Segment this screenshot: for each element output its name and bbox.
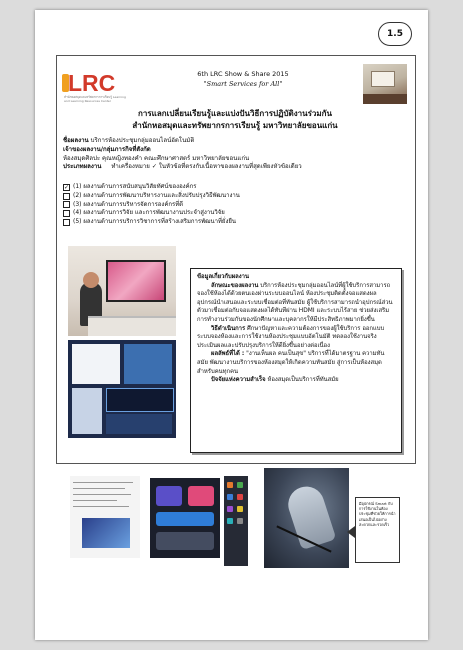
checkbox-icon[interactable]	[63, 210, 70, 217]
paragraph-text: ศึกษาปัญหาและความต้องการของผู้ใช้บริการ ออกแบบระบบจองห้องและการใช้งานห้องประชุมแบบอัตโนมัติ ทดลองใช้งานจริง ประเมินผลและปรับปรุงบริการให้ดียิ่งขึ้นอย่างต่อเนื่อง	[197, 325, 385, 349]
checkbox-icon[interactable]	[63, 219, 70, 226]
collage-tile	[106, 388, 174, 412]
details-paragraph-4	[197, 376, 395, 385]
screen-image-shape	[82, 518, 130, 548]
details-paragraph-2	[197, 325, 395, 351]
phone-screen-thumbnail	[224, 476, 248, 566]
app-screen-thumbnail	[150, 478, 220, 558]
callout-note: มีอุปกรณ์ Smart กับการใช้งานในห้องประชุมที่ช่วยให้การนำเสนอเป็นไปอย่างสะดวกและรวดเร็ว	[355, 497, 400, 563]
work-name-label: ชื่อผลงาน	[63, 137, 89, 144]
event-heading	[168, 69, 318, 89]
work-name-row	[63, 137, 408, 146]
app-tile-shape	[156, 532, 214, 550]
checklist-item[interactable]	[63, 183, 363, 192]
logo-text: LRC	[68, 70, 116, 96]
app-icon	[237, 518, 243, 524]
lrc-logo	[62, 70, 132, 106]
event-theme: "Smart Services for All"	[203, 80, 283, 88]
document-title	[60, 108, 410, 132]
collage-tile	[72, 388, 102, 434]
paragraph-text: บริการห้องประชุมกลุ่มออนไลน์ที่ผู้ใช้บริการสามารถจองใช้ห้องได้ด้วยตนเองผ่านระบบออนไลน์ ห้องประชุมติดตั้งจอแสดงผลอุปกรณ์นำเสนอและระบบเชื่อมต่อที่ทันสมัย ผู้ใช้บริการสามารถนำอุปกรณ์ส่วนตัวมาเชื่อมต่อกับจอแสดงผลได้ทันทีผ่าน HDMI และระบบไร้สาย ช่วยส่งเสริมการทำงานร่วมกันของนักศึกษาและบุคลากรให้มีประสิทธิภาพมากยิ่งขึ้น	[197, 282, 393, 323]
display-screen-shape	[106, 260, 166, 302]
checklist-label: (4) ผลงานด้านการวิจัย และการพัฒนางานประจำสู่งานวิจัย	[73, 209, 225, 217]
room-floor-shape	[363, 94, 407, 104]
app-tile-shape	[156, 512, 214, 526]
person-head-shape	[83, 272, 99, 288]
paragraph-label: ผลลัพธ์ที่ได้ :	[211, 351, 245, 358]
details-paragraph-3	[197, 350, 395, 376]
checklist-item[interactable]	[63, 192, 363, 201]
owner-value: ห้องสมุดศิลปะ คุณหญิงทองคำ คณะศึกษาศาสตร์ มหาวิทยาลัยขอนแก่น	[63, 154, 250, 162]
checklist-label: (5) ผลงานด้านการบริการวิชาการที่สร้างเสริมการพัฒนาที่ยั่งยืน	[73, 218, 236, 226]
app-icon	[227, 506, 233, 512]
callout-arrow-icon	[347, 526, 355, 538]
devices-collage	[68, 340, 176, 438]
details-heading: ข้อมูลเกี่ยวกับผลงาน	[197, 274, 249, 280]
collage-tile	[124, 344, 172, 384]
app-icon	[237, 494, 243, 500]
details-paragraph-1	[197, 282, 395, 325]
checklist-item[interactable]	[63, 201, 363, 210]
work-info	[63, 137, 408, 172]
app-icon	[227, 518, 233, 524]
paragraph-label: ปัจจัยแห่งความสำเร็จ	[211, 377, 266, 384]
app-tile-shape	[188, 486, 214, 506]
device-photo	[264, 468, 349, 568]
collage-tile	[106, 414, 172, 434]
paragraph-text: ห้องสมุดเป็นบริการที่ทันสมัย	[267, 377, 339, 384]
owner-label: เจ้าของผลงาน/กลุ่มภารกิจที่สังกัด	[63, 145, 151, 153]
event-name: 6th LRC Show & Share 2015	[197, 70, 289, 78]
text-line-shape	[73, 500, 117, 501]
type-row	[63, 163, 408, 172]
paragraph-text: "งานเห็นผล คนเป็นสุข" บริการที่ได้มาตรฐาน ความทันสมัย พัฒนางานบริการของห้องสมุดให้เกิดความทันสมัย สู่การเป็นห้องสมุดสำหรับคนทุกคน	[197, 351, 385, 375]
app-icon	[237, 506, 243, 512]
checkbox-icon[interactable]	[63, 201, 70, 208]
app-icon	[227, 482, 233, 488]
type-checklist	[63, 183, 363, 227]
checklist-label: (2) ผลงานด้านการพัฒนาบริหารงานและสิ่งปรับปรุงวิธีพัฒนางาน	[73, 191, 240, 199]
collage-tile	[72, 344, 120, 384]
title-line-1: การแลกเปลี่ยนเรียนรู้และแบ่งปันวิธีการปฏิบัติงานร่วมกัน	[138, 109, 332, 118]
meeting-room-photo	[68, 246, 176, 336]
text-line-shape	[73, 488, 125, 489]
paragraph-label: วิธีดำเนินการ	[211, 325, 246, 332]
logo-subtitle: สำนักหอสมุดและทรัพยากรการเรียนรู้ Learning and Learning Resources Center	[64, 95, 126, 103]
checklist-label: (3) ผลงานด้านการบริหารจัดการองค์กรที่ดี	[73, 200, 184, 208]
work-details-box	[190, 268, 402, 453]
checklist-label: (1) ผลงานด้านการสนับสนุนวิสัยทัศน์ขององค์กร	[73, 183, 197, 190]
type-label: ประเภทผลงาน	[63, 163, 102, 171]
text-line-shape	[73, 506, 129, 507]
checkbox-icon[interactable]	[63, 193, 70, 200]
room-photo	[363, 64, 407, 104]
app-icon	[237, 482, 243, 488]
screenshot-thumbnail	[70, 476, 140, 558]
work-name-value: บริการห้องประชุมกลุ่มออนไลน์อัตโนมัติ	[90, 137, 195, 144]
checklist-item[interactable]	[63, 218, 363, 227]
table-shape	[88, 316, 176, 336]
checklist-item[interactable]	[63, 209, 363, 218]
app-tile-shape	[156, 486, 182, 506]
title-line-2: สำนักหอสมุดและทรัพยากรการเรียนรู้ มหาวิทยาลัยขอนแก่น	[132, 121, 338, 130]
text-line-shape	[73, 494, 131, 495]
checkbox-checked-icon[interactable]: ✓	[64, 183, 70, 191]
type-note: ทำเครื่องหมาย ✓ ในหัวข้อที่ตรงกับเนื้อหาของผลงานที่สุดเพียงหัวข้อเดียว	[111, 163, 302, 171]
page-number-badge: 1.5	[378, 22, 412, 46]
app-icon	[227, 494, 233, 500]
paragraph-label: ลักษณะของผลงาน	[211, 282, 259, 289]
text-line-shape	[73, 482, 133, 483]
room-window-shape	[371, 71, 395, 87]
